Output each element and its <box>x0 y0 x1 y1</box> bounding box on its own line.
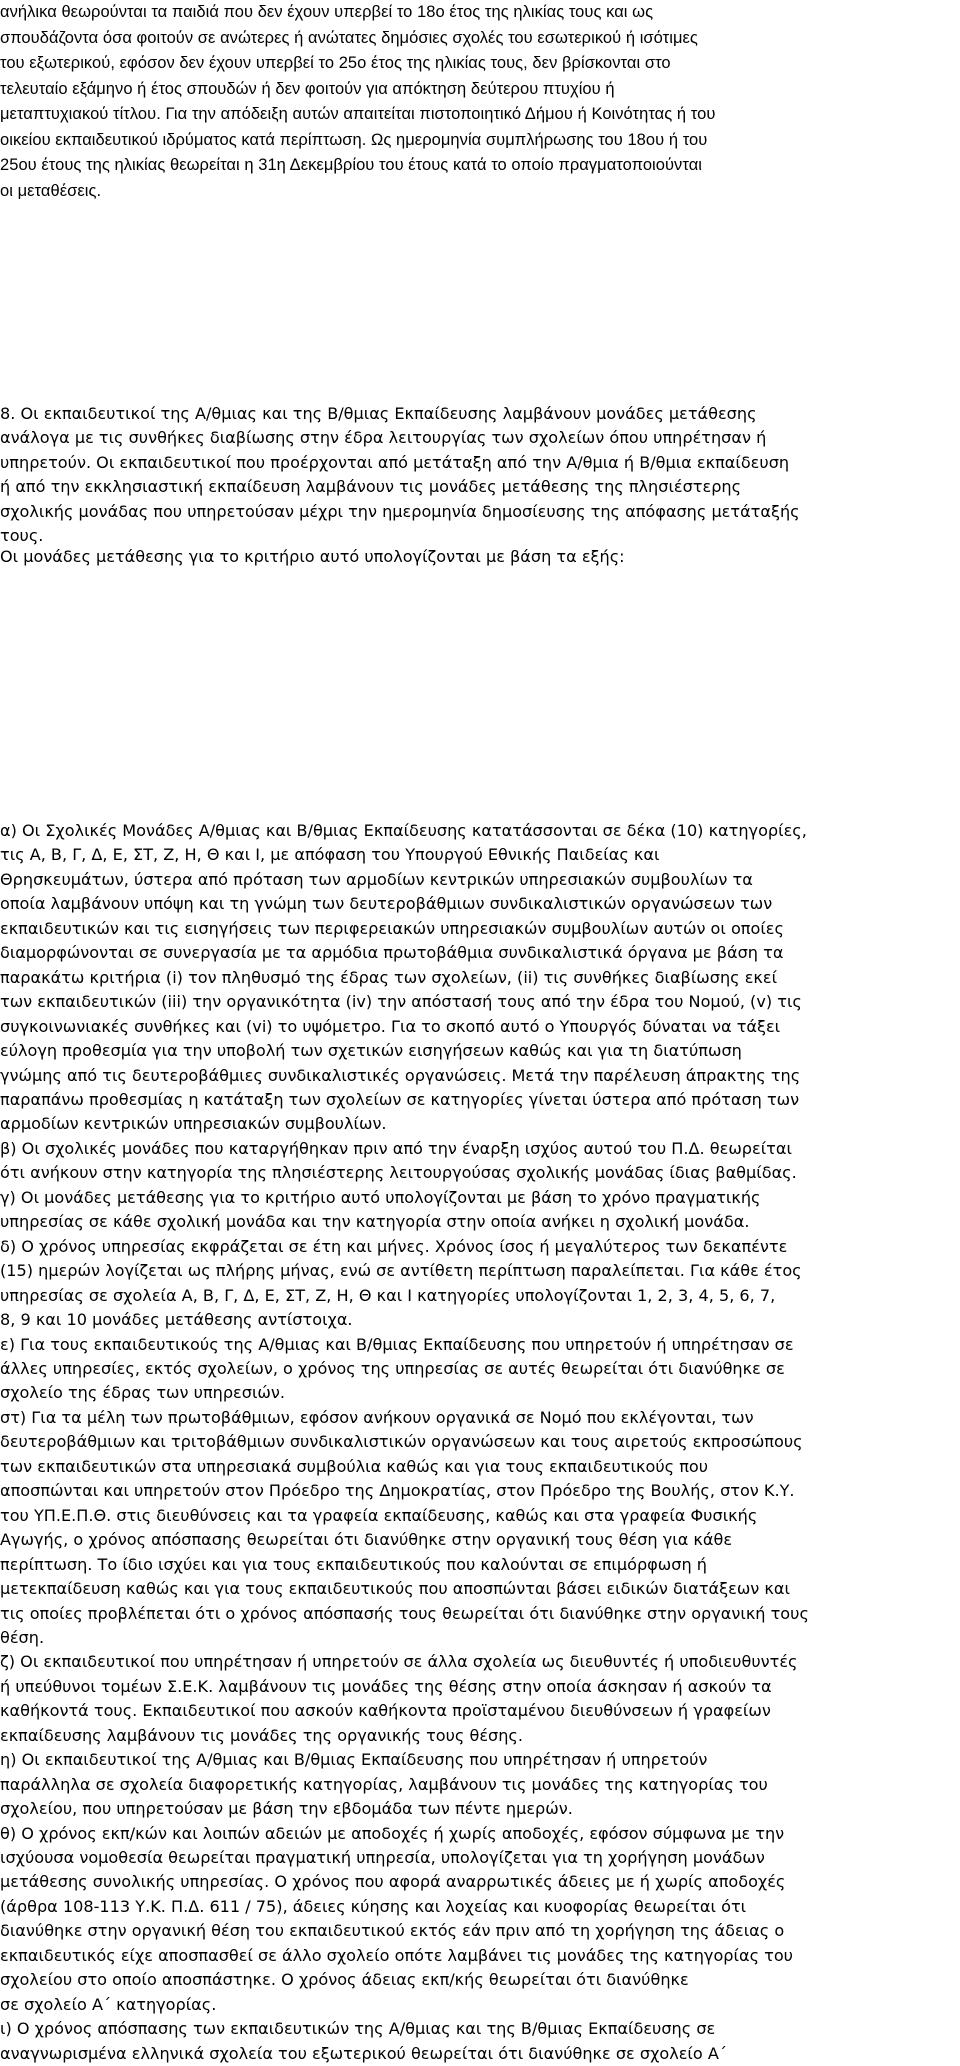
list-item-line: σχολείου στο οποίο αποσπάστηκε. Ο χρόνος άδειας εκπ/κής θεωρείται ότι διανύθηκε <box>0 1970 689 1990</box>
list-item-line: υπηρεσίας σε κάθε σχολική μονάδα και την κατηγορία στην οποία ανήκει η σχολική μονάδα. <box>0 1212 750 1232</box>
list-item-line: τις οποίες προβλέπεται ότι ο χρόνος απόσπασής τους θεωρείται ότι διανύθηκε στην οργανική τους <box>0 1603 809 1623</box>
list-item-line: ε) Για τους εκπαιδευτικούς της Α/θμιας και Β/θμιας Εκπαίδευσης που υπηρετούν ή υπηρέτησαν σε <box>0 1334 794 1354</box>
list-item-line: ζ) Οι εκπαιδευτικοί που υπηρέτησαν ή υπηρετούν σε άλλα σχολεία ως διευθυντές ή υποδιευθυντές <box>0 1652 798 1672</box>
list-item-line: η) Οι εκπαιδευτικοί της Α/θμιας και Β/θμιας Εκπαίδευσης που υπηρέτησαν ή υπηρετούν <box>0 1750 708 1770</box>
list-item-line: ότι ανήκουν στην κατηγορία της πλησιέστερης λειτουργούσας σχολικής μονάδας ίδιας βαθμίδας. <box>0 1163 797 1183</box>
list-item-line: στ) Για τα μέλη των πρωτοβάθμιων, εφόσον ανήκουν οργανικά σε Νομό που εκλέγονται, των <box>0 1407 754 1427</box>
list-item-line: παραπάνω προθεσμίας η κατάταξη των σχολείων σε κατηγορίες γίνεται ύστερα από πρόταση των <box>0 1089 800 1109</box>
list-item-line: Θρησκευμάτων, ύστερα από πρόταση των αρμοδίων κεντρικών υπηρεσιακών συμβουλίων τα <box>0 869 753 889</box>
list-item-line: σχολείο της έδρας των υπηρεσιών. <box>0 1383 285 1403</box>
list-item-line: συγκοινωνιακές συνθήκες και (vi) το υψόμετρο. Για το σκοπό αυτό ο Υπουργός δύναται να τάξει <box>0 1016 781 1036</box>
list-item-line: δευτεροβάθμιων και τριτοβάθμιων συνδικαλιστικών οργανώσεων και τους αιρετούς εκπροσώπους <box>0 1432 803 1452</box>
text-line: Οι μονάδες μετάθεσης για το κριτήριο αυτό υπολογίζονται με βάση τα εξής: <box>0 547 625 566</box>
text-line: σχολικής μονάδας που υπηρετούσαν μέχρι την ημερομηνία δημοσίευσης της απόφασης μετάταξής <box>0 501 800 521</box>
text-line: ανάλογα με τις συνθήκες διαβίωσης στην έδρα λειτουργίας των σχολείων όπου υπηρέτησαν ή <box>0 428 767 448</box>
list-item-line: σε σχολείο Α΄ κατηγορίας. <box>0 1994 217 2014</box>
list-item-line: καθήκοντά τους. Εκπαιδευτικοί που ασκούν καθήκοντα προϊσταμένου διευθύνσεων ή γραφείων <box>0 1701 771 1721</box>
list-item-line: Αγωγής, ο χρόνος απόσπασης θεωρείται ότι διανύθηκε στην οργανική τους θέση για κάθε <box>0 1530 733 1550</box>
text-line: οικείου εκπαιδευτικού ιδρύματος κατά περίπτωση. Ως ημερομηνία συμπλήρωσης του 18ου ή του <box>0 130 708 149</box>
text-line: 8. Οι εκπαιδευτικοί της Α/θμιας και της Β/θμιας Εκπαίδευσης λαμβάνουν μονάδες μετάθεσης <box>0 404 757 423</box>
list-item-line: εκπαίδευσης λαμβάνουν τις μονάδες της οργανικής τους θέσης. <box>0 1725 523 1745</box>
list-item-line: β) Οι σχολικές μονάδες που καταργήθηκαν πριν από την έναρξη ισχύος αυτού του Π.Δ. θεωρείται <box>0 1138 792 1158</box>
list-item-line: γνώμης από τις δευτεροβάθμιες συνδικαλιστικές οργανώσεις. Μετά την παρέλευση άπρακτης της <box>0 1065 801 1085</box>
list-item-line: τις Α, Β, Γ, Δ, Ε, ΣΤ, Ζ, Η, Θ και Ι, με απόφαση του Υπουργού Εθνικής Παιδείας και <box>0 845 660 865</box>
list-item-line: εκπαιδευτικών και τις εισηγήσεις των περιφερειακών υπηρεσιακών συμβουλίων αυτών οι οποίες <box>0 918 784 938</box>
text-line: οι μεταθέσεις. <box>0 181 102 200</box>
text-line: ή από την εκκλησιαστική εκπαίδευση λαμβάνουν τις μονάδες μετάθεσης της πλησιέστερης <box>0 477 742 497</box>
list-item-line: θ) Ο χρόνος εκπ/κών και λοιπών αδειών με αποδοχές ή χωρίς αποδοχές, εφόσον σύμφωνα με την <box>0 1823 785 1843</box>
paragraph-children-definition <box>0 0 960 204</box>
list-item-line: εύλογη προθεσμία για την υποβολή των σχετικών εισηγήσεων καθώς και για τη διατύπωση <box>0 1041 742 1061</box>
list-item-line: οποία λαμβάνουν υπόψη και τη γνώμη των δευτεροβάθμιων συνδικαλιστικών οργανώσεων των <box>0 894 773 914</box>
list-item-line: περίπτωση. Το ίδιο ισχύει και για τους εκπαιδευτικούς που καλούνται σε επιμόρφωση ή <box>0 1554 707 1574</box>
list-item-line: αποσπώνται και υπηρετούν στον Πρόεδρο της Δημοκρατίας, στον Πρόεδρο της Βουλής, στον Κ.Υ. <box>0 1481 795 1501</box>
text-line: σπουδάζοντα όσα φοιτούν σε ανώτερες ή ανώτατες δημόσιες σχολές του εσωτερικού ή ισότιμες <box>0 28 698 47</box>
list-item-line: μετάθεσης συνολικής υπηρεσίας. Ο χρόνος που αφορά αναρρωτικές άδειες με ή χωρίς αποδοχές <box>0 1872 786 1892</box>
list-item-line: (15) ημερών λογίζεται ως πλήρης μήνας, ενώ σε αντίθετη περίπτωση παραλείπεται. Για κάθε έτος <box>0 1261 802 1281</box>
list-item-line: των εκπαιδευτικών (iii) την οργανικότητα (iv) την απόστασή τους από την έδρα του Νομού, (v) τις <box>0 992 802 1012</box>
text-line: 25ου έτους της ηλικίας θεωρείται η 31η Δεκεμβρίου του έτους κατά το οποίο πραγματοποιούνται <box>0 156 702 174</box>
paragraph-8-living-conditions <box>0 402 960 548</box>
list-item-line: δ) Ο χρόνος υπηρεσίας εκφράζεται σε έτη και μήνες. Χρόνος ίσος ή μεγαλύτερος των δεκαπέντε <box>0 1236 788 1256</box>
list-item-line: ισχύουσα νομοθεσία θεωρείται πραγματική υπηρεσία, υπολογίζεται για τη χορήγηση μονάδων <box>0 1848 765 1868</box>
text-line: τους. <box>0 526 44 546</box>
text-line: ανήλικα θεωρούνται τα παιδιά που δεν έχουν υπερβεί το 18ο έτος της ηλικίας τους και ως <box>0 3 654 21</box>
list-item-line: των εκπαιδευτικών στα υπηρεσιακά συμβούλια καθώς και για τους εκπαιδευτικούς που <box>0 1456 709 1476</box>
list-item-line: αρμοδίων κεντρικών υπηρεσιακών συμβουλίων. <box>0 1114 387 1134</box>
list-item-line: ή υπεύθυνοι τομέων Σ.Ε.Κ. λαμβάνουν τις μονάδες της θέσης στην οποία άσκησαν ή ασκούν τα <box>0 1676 772 1696</box>
list-item-line: σχολείου, που υπηρετούσαν με βάση την εβδομάδα των πέντε ημερών. <box>0 1799 573 1819</box>
text-line: του εξωτερικού, εφόσον δεν έχουν υπερβεί το 25ο έτος της ηλικίας τους, δεν βρίσκονται στο <box>0 54 671 72</box>
list-item-line: 8, 9 και 10 μονάδες μετάθεσης αντίστοιχα. <box>0 1310 353 1330</box>
list-item-line: αναγνωρισμένα ελληνικά σχολεία του εξωτερικού θεωρείται ότι διανύθηκε σε σχολείο Α΄ <box>0 2043 727 2063</box>
list-item-line: (άρθρα 108-113 Υ.Κ. Π.Δ. 611 / 75), άδειες κύησης και λοχείας και κυοφορίας θεωρείται ότι <box>0 1896 747 1916</box>
list-item-line: θέση. <box>0 1627 45 1647</box>
list-item-line: εκπαιδευτικός είχε αποσπασθεί σε άλλο σχολείο οπότε λαμβάνει τις μονάδες της κατηγορίας του <box>0 1945 793 1965</box>
text-line: τελευταίο εξάμηνο ή έτος σπουδών ή δεν φοιτούν για απόκτηση δεύτερου πτυχίου ή <box>0 79 615 98</box>
text-line: υπηρετούν. Οι εκπαιδευτικοί που προέρχονται από μετάταξη από την Α/θμια ή Β/θμια εκπαίδευση <box>0 452 790 472</box>
list-item-line: διαμορφώνονται σε συνεργασία με τα αρμόδια πρωτοβάθμια συνδικαλιστικά όργανα με βάση τα <box>0 943 784 963</box>
list-item-line: παρακάτω κριτήρια (i) τον πληθυσμό της έδρας των σχολείων, (ii) τις συνθήκες διαβίωσης εκεί <box>0 967 778 987</box>
text-line: μεταπτυχιακού τίτλου. Για την απόδειξη αυτών απαιτείται πιστοποιητικό Δήμου ή Κοινότητας ή του <box>0 105 716 123</box>
list-item-line: α) Οι Σχολικές Μονάδες Α/θμιας και Β/θμιας Εκπαίδευσης κατατάσσονται σε δέκα (10) κατηγορίες, <box>0 821 807 840</box>
list-item-line: του ΥΠ.Ε.Π.Θ. στις διευθύνσεις και τα γραφεία εκπαίδευσης, καθώς και στα γραφεία Φυσικής <box>0 1505 758 1525</box>
calculation-intro <box>0 545 960 569</box>
list-item-line: παράλληλα σε σχολεία διαφορετικής κατηγορίας, λαμβάνουν τις μονάδες της κατηγορίας του <box>0 1774 768 1794</box>
list-item-line: διανύθηκε στην οργανική θέση του εκπαιδευτικού εκτός εάν πριν από τη χορήγηση της άδειας ο <box>0 1921 785 1941</box>
calculation-rules-list <box>0 819 960 2066</box>
list-item-line: υπηρεσίας σε σχολεία Α, Β, Γ, Δ, Ε, ΣΤ, Ζ, Η, Θ και Ι κατηγορίες υπολογίζονται 1, 2, 3, 4, 5, 6, 7, <box>0 1285 776 1305</box>
list-item-line: γ) Οι μονάδες μετάθεσης για το κριτήριο αυτό υπολογίζονται με βάση το χρόνο πραγματικής <box>0 1187 761 1207</box>
list-item-line: ι) Ο χρόνος απόσπασης των εκπαιδευτικών της Α/θμιας και της Β/θμιας Εκπαίδευσης σε <box>0 2019 716 2039</box>
list-item-line: άλλες υπηρεσίες, εκτός σχολείων, ο χρόνος της υπηρεσίας σε αυτές θεωρείται ότι διανύθηκε σε <box>0 1358 785 1378</box>
list-item-line: μετεκπαίδευση καθώς και για τους εκπαιδευτικούς που αποσπώνται βάσει ειδικών διατάξεων και <box>0 1579 790 1599</box>
